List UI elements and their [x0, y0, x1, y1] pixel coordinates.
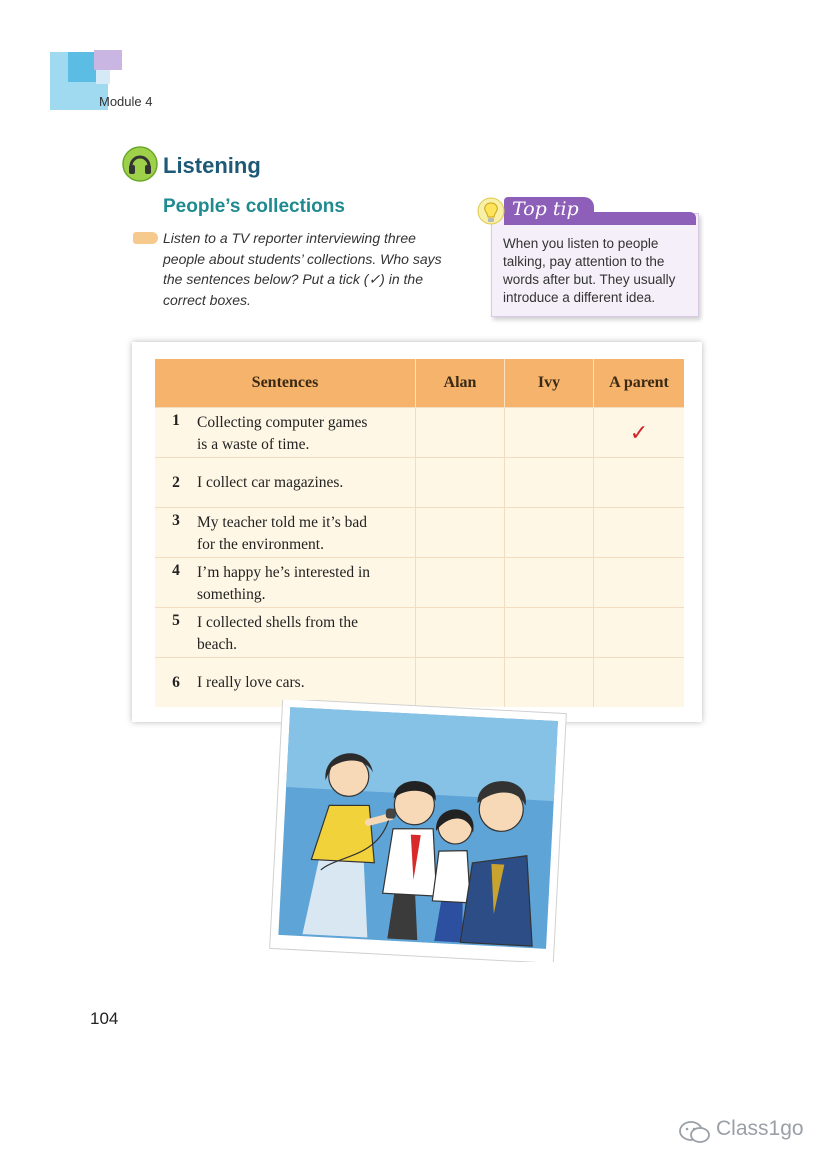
answer-box-parent[interactable]	[594, 608, 685, 658]
answer-box-ivy[interactable]	[505, 508, 594, 558]
row-number: 2	[172, 473, 180, 491]
instruction-line: Listen to a TV reporter interviewing three	[163, 230, 416, 246]
sentence-cell	[155, 558, 416, 608]
sentence-line: I really love cars.	[197, 673, 305, 691]
reporter-interview-illustration	[268, 700, 568, 962]
wechat-icon	[678, 1120, 712, 1144]
headphone-icon	[122, 146, 158, 182]
top-tip-text	[503, 235, 693, 307]
watermark: Class1go	[716, 1117, 804, 1140]
sentence-cell	[155, 608, 416, 658]
header-decoration-square	[96, 70, 110, 84]
sentence-line: is a waste of time.	[197, 436, 310, 453]
tip-tab-bar	[576, 212, 696, 225]
sentence-cell	[155, 508, 416, 558]
tip-line: words after but. They usually	[503, 272, 676, 287]
answer-box-alan[interactable]	[416, 408, 505, 458]
sentences-table	[155, 359, 684, 707]
sentence-line: I collected shells from the	[197, 614, 358, 631]
column-header-alan: Alan	[416, 359, 505, 408]
sentence-line: beach.	[197, 636, 238, 653]
tip-line: talking, pay attention to the	[503, 254, 665, 269]
instruction-text	[163, 228, 463, 310]
header-decoration-square	[94, 50, 122, 70]
tip-line: introduce a different idea.	[503, 290, 656, 305]
table-row	[155, 508, 684, 558]
answer-box-alan[interactable]	[416, 558, 505, 608]
column-header-sentences: Sentences	[155, 359, 416, 408]
sentence-line: for the environment.	[197, 536, 324, 553]
top-tip-tab	[486, 197, 696, 227]
answer-box-ivy[interactable]	[505, 458, 594, 508]
answer-box-ivy[interactable]	[505, 408, 594, 458]
answer-box-ivy[interactable]	[505, 558, 594, 608]
sentence-line: My teacher told me it’s bad	[197, 514, 368, 531]
answer-box-alan[interactable]	[416, 508, 505, 558]
answer-box-parent[interactable]	[594, 458, 685, 508]
answer-box-alan[interactable]	[416, 608, 505, 658]
column-header-ivy: Ivy	[505, 359, 594, 408]
answer-box-parent[interactable]	[594, 558, 685, 608]
section-title: Listening	[163, 153, 261, 178]
instruction-line: the sentences below? Put a tick (✓) in the	[163, 271, 423, 287]
instruction-line: correct boxes.	[163, 291, 251, 308]
table-row	[155, 608, 684, 658]
row-number: 1	[172, 412, 180, 429]
sentence-line: I collect car magazines.	[197, 473, 344, 491]
column-header-parent: A parent	[594, 359, 685, 408]
answer-box-parent[interactable]	[594, 508, 685, 558]
table-row	[155, 408, 684, 458]
row-number: 6	[172, 673, 180, 691]
row-number: 3	[172, 512, 180, 529]
top-tip-title: Top tip	[512, 198, 579, 220]
lightbulb-icon	[476, 197, 506, 229]
tip-line: When you listen to people	[503, 236, 659, 251]
module-label: Module 4	[99, 94, 153, 109]
section-subtitle: People’s collections	[163, 196, 345, 217]
row-number: 5	[172, 612, 180, 629]
table-row	[155, 458, 684, 508]
answer-box-parent[interactable]	[594, 408, 685, 458]
page-number: 104	[90, 1009, 119, 1028]
tick-mark: ✓	[629, 419, 649, 445]
sentence-line: I’m happy he’s interested in	[197, 564, 371, 581]
answer-box-alan[interactable]	[416, 458, 505, 508]
instruction-line: people about students’ collections. Who says	[163, 250, 442, 267]
answer-box-ivy[interactable]	[505, 608, 594, 658]
sentence-cell	[155, 458, 416, 508]
sentence-cell	[155, 408, 416, 458]
answer-box-parent[interactable]	[594, 658, 685, 708]
sentence-line: Collecting computer games	[197, 414, 368, 431]
table-row	[155, 558, 684, 608]
row-number: 4	[172, 562, 180, 579]
sentence-line: something.	[197, 586, 266, 603]
table-header-row	[155, 359, 684, 408]
instruction-marker	[133, 232, 158, 244]
